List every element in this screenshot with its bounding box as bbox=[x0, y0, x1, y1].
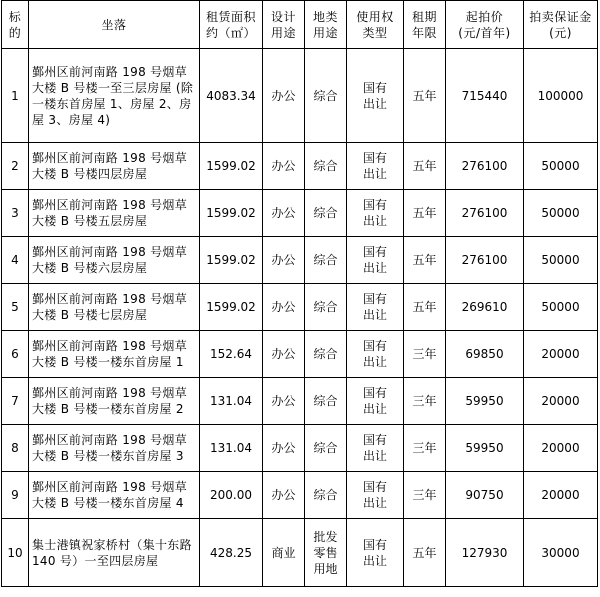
cell-index: 9 bbox=[2, 472, 29, 519]
cell-right-type: 国有 出让 bbox=[347, 49, 404, 143]
table-row bbox=[2, 190, 598, 237]
cell-land-use: 综合 bbox=[305, 378, 347, 425]
header-index: 标 的 bbox=[2, 1, 29, 49]
cell-right-type: 国有 出让 bbox=[347, 143, 404, 190]
cell-right-type: 国有 出让 bbox=[347, 519, 404, 587]
cell-deposit: 50000 bbox=[524, 143, 598, 190]
cell-start-price: 276100 bbox=[446, 190, 524, 237]
cell-index: 2 bbox=[2, 143, 29, 190]
cell-design-use: 办公 bbox=[263, 284, 305, 331]
cell-term: 五年 bbox=[404, 190, 446, 237]
cell-location: 鄞州区前河南路 198 号烟草大楼 B 号楼五层房屋 bbox=[29, 190, 200, 237]
cell-location: 鄞州区前河南路 198 号烟草大楼 B 号楼一楼东首房屋 1 bbox=[29, 331, 200, 378]
header-area: 租赁面积 约（㎡） bbox=[200, 1, 263, 49]
cell-deposit: 100000 bbox=[524, 49, 598, 143]
cell-area: 131.04 bbox=[200, 425, 263, 472]
cell-area: 200.00 bbox=[200, 472, 263, 519]
cell-deposit: 20000 bbox=[524, 378, 598, 425]
cell-location: 鄞州区前河南路 198 号烟草大楼 B 号楼一楼东首房屋 3 bbox=[29, 425, 200, 472]
cell-deposit: 20000 bbox=[524, 425, 598, 472]
cell-area: 1599.02 bbox=[200, 190, 263, 237]
cell-start-price: 90750 bbox=[446, 472, 524, 519]
cell-index: 7 bbox=[2, 378, 29, 425]
cell-design-use: 办公 bbox=[263, 378, 305, 425]
cell-start-price: 715440 bbox=[446, 49, 524, 143]
cell-right-type: 国有 出让 bbox=[347, 425, 404, 472]
cell-deposit: 30000 bbox=[524, 519, 598, 587]
cell-term: 五年 bbox=[404, 49, 446, 143]
table-row bbox=[2, 331, 598, 378]
cell-area: 1599.02 bbox=[200, 237, 263, 284]
table-row bbox=[2, 519, 598, 587]
cell-design-use: 办公 bbox=[263, 425, 305, 472]
table-row bbox=[2, 284, 598, 331]
cell-area: 152.64 bbox=[200, 331, 263, 378]
auction-lease-table bbox=[1, 0, 598, 587]
cell-land-use: 综合 bbox=[305, 190, 347, 237]
cell-right-type: 国有 出让 bbox=[347, 331, 404, 378]
cell-term: 五年 bbox=[404, 284, 446, 331]
cell-area: 1599.02 bbox=[200, 143, 263, 190]
table-row bbox=[2, 425, 598, 472]
table-header-row bbox=[2, 1, 598, 49]
table-row bbox=[2, 143, 598, 190]
cell-area: 131.04 bbox=[200, 378, 263, 425]
header-land-use: 地类 用途 bbox=[305, 1, 347, 49]
cell-land-use: 综合 bbox=[305, 331, 347, 378]
cell-start-price: 276100 bbox=[446, 237, 524, 284]
cell-land-use: 综合 bbox=[305, 472, 347, 519]
cell-index: 5 bbox=[2, 284, 29, 331]
cell-design-use: 商业 bbox=[263, 519, 305, 587]
cell-start-price: 59950 bbox=[446, 425, 524, 472]
cell-term: 五年 bbox=[404, 237, 446, 284]
cell-location: 鄞州区前河南路 198 号烟草大楼 B 号楼四层房屋 bbox=[29, 143, 200, 190]
header-start-price: 起拍价 (元/首年) bbox=[446, 1, 524, 49]
cell-deposit: 50000 bbox=[524, 237, 598, 284]
header-location: 坐落 bbox=[29, 1, 200, 49]
cell-start-price: 276100 bbox=[446, 143, 524, 190]
cell-start-price: 69850 bbox=[446, 331, 524, 378]
cell-land-use: 综合 bbox=[305, 49, 347, 143]
cell-location: 鄞州区前河南路 198 号烟草大楼 B 号楼一楼东首房屋 4 bbox=[29, 472, 200, 519]
cell-design-use: 办公 bbox=[263, 143, 305, 190]
cell-design-use: 办公 bbox=[263, 472, 305, 519]
cell-right-type: 国有 出让 bbox=[347, 190, 404, 237]
cell-deposit: 20000 bbox=[524, 472, 598, 519]
cell-land-use: 综合 bbox=[305, 284, 347, 331]
cell-index: 8 bbox=[2, 425, 29, 472]
cell-area: 428.25 bbox=[200, 519, 263, 587]
cell-right-type: 国有 出让 bbox=[347, 378, 404, 425]
cell-location: 集士港镇祝家桥村（集十东路 140 号）一至四层房屋 bbox=[29, 519, 200, 587]
cell-index: 6 bbox=[2, 331, 29, 378]
cell-term: 三年 bbox=[404, 378, 446, 425]
cell-right-type: 国有 出让 bbox=[347, 472, 404, 519]
cell-location: 鄞州区前河南路 198 号烟草大楼 B 号楼七层房屋 bbox=[29, 284, 200, 331]
table-row bbox=[2, 472, 598, 519]
header-deposit: 拍卖保证金 (元) bbox=[524, 1, 598, 49]
cell-start-price: 59950 bbox=[446, 378, 524, 425]
cell-term: 五年 bbox=[404, 519, 446, 587]
cell-term: 三年 bbox=[404, 331, 446, 378]
header-term: 租期 年限 bbox=[404, 1, 446, 49]
cell-term: 三年 bbox=[404, 425, 446, 472]
cell-land-use: 批发 零售 用地 bbox=[305, 519, 347, 587]
cell-area: 1599.02 bbox=[200, 284, 263, 331]
cell-index: 3 bbox=[2, 190, 29, 237]
header-design-use: 设计 用途 bbox=[263, 1, 305, 49]
cell-index: 10 bbox=[2, 519, 29, 587]
cell-index: 1 bbox=[2, 49, 29, 143]
cell-land-use: 综合 bbox=[305, 237, 347, 284]
table-row bbox=[2, 49, 598, 143]
cell-design-use: 办公 bbox=[263, 190, 305, 237]
cell-land-use: 综合 bbox=[305, 143, 347, 190]
header-right-type: 使用权 类型 bbox=[347, 1, 404, 49]
table-body bbox=[2, 49, 598, 587]
cell-design-use: 办公 bbox=[263, 49, 305, 143]
cell-right-type: 国有 出让 bbox=[347, 284, 404, 331]
cell-term: 五年 bbox=[404, 143, 446, 190]
cell-land-use: 综合 bbox=[305, 425, 347, 472]
cell-location: 鄞州区前河南路 198 号烟草大楼 B 号楼一至三层房屋 (除一楼东首房屋 1、房屋 2、房屋 3、房屋 4) bbox=[29, 49, 200, 143]
cell-design-use: 办公 bbox=[263, 331, 305, 378]
table-row bbox=[2, 378, 598, 425]
cell-location: 鄞州区前河南路 198 号烟草大楼 B 号楼六层房屋 bbox=[29, 237, 200, 284]
cell-deposit: 50000 bbox=[524, 284, 598, 331]
cell-index: 4 bbox=[2, 237, 29, 284]
table-row bbox=[2, 237, 598, 284]
cell-right-type: 国有 出让 bbox=[347, 237, 404, 284]
cell-deposit: 50000 bbox=[524, 190, 598, 237]
cell-area: 4083.34 bbox=[200, 49, 263, 143]
cell-start-price: 269610 bbox=[446, 284, 524, 331]
cell-deposit: 20000 bbox=[524, 331, 598, 378]
cell-design-use: 办公 bbox=[263, 237, 305, 284]
cell-term: 三年 bbox=[404, 472, 446, 519]
cell-start-price: 127930 bbox=[446, 519, 524, 587]
cell-location: 鄞州区前河南路 198 号烟草大楼 B 号楼一楼东首房屋 2 bbox=[29, 378, 200, 425]
